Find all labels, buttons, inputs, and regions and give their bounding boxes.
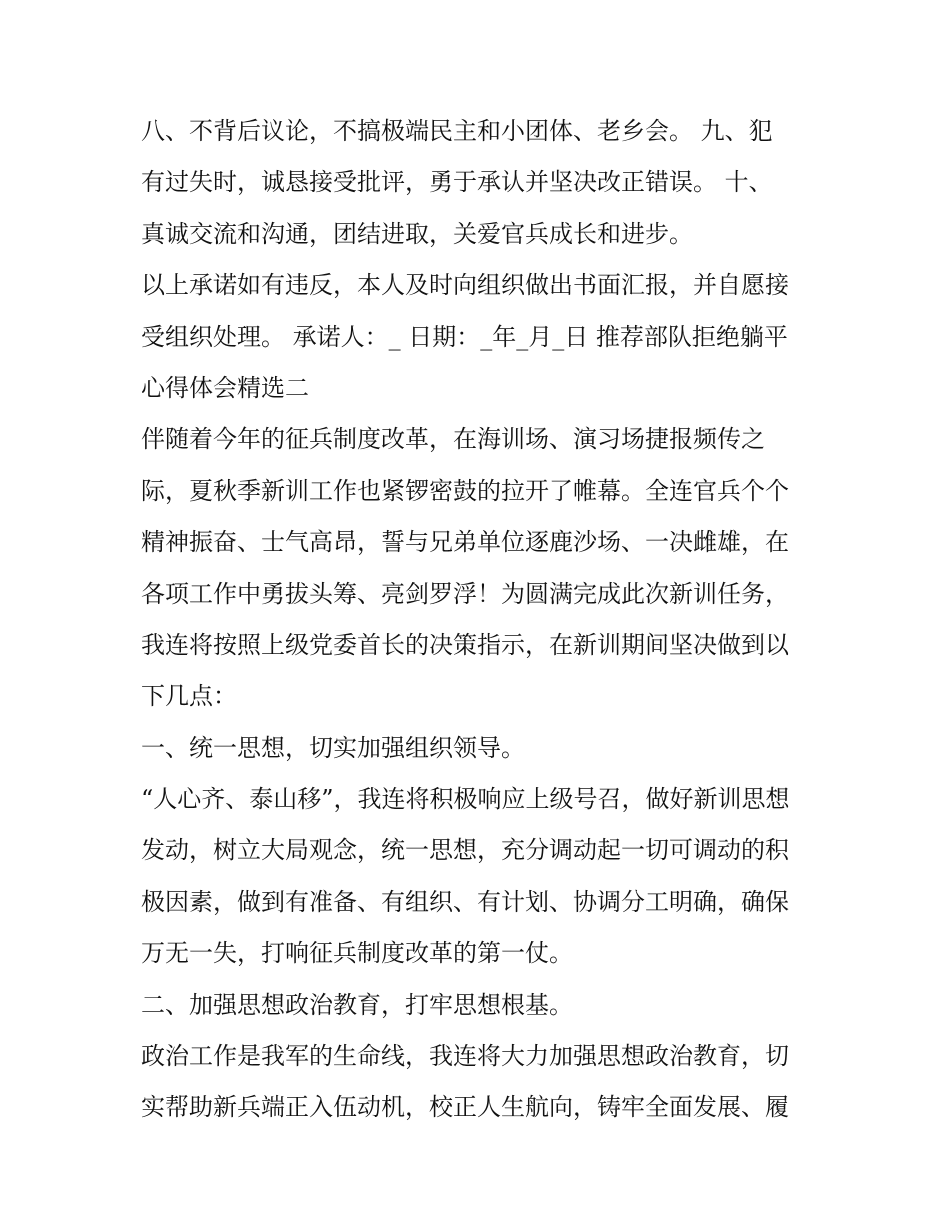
item-heading: 二、加强思想政治教育，打牢思想根基。 bbox=[141, 990, 573, 1019]
text-line: 有过失时，诚恳接受批评，勇于承认并坚决改正错误。 十、 bbox=[141, 168, 773, 197]
text-line: 伴随着今年的征兵制度改革，在海训场、演习场捷报频传之 bbox=[141, 425, 765, 454]
text-line: 万无一失，打响征兵制度改革的第一仗。 bbox=[141, 939, 573, 968]
item-heading: 一、统一思想，切实加强组织领导。 bbox=[141, 733, 525, 762]
text-line: 我连将按照上级党委首长的决策指示，在新训期间坚决做到以 bbox=[141, 630, 789, 659]
text-line: 真诚交流和沟通，团结进取，关爱官兵成长和进步。 bbox=[141, 219, 693, 248]
text-line: 受组织处理。 承诺人：_ 日期：_年_月_日 推荐部队拒绝躺平 bbox=[141, 322, 788, 351]
text-line: 政治工作是我军的生命线，我连将大力加强思想政治教育，切 bbox=[141, 1042, 789, 1071]
text-line: 精神振奋、士气高昂，誓与兄弟单位逐鹿沙场、一决雌雄，在 bbox=[141, 528, 789, 557]
text-line: 发动，树立大局观念，统一思想，充分调动起一切可调动的积 bbox=[141, 836, 789, 865]
text-line: 际，夏秋季新训工作也紧锣密鼓的拉开了帷幕。全连官兵个个 bbox=[141, 476, 789, 505]
document-page bbox=[141, 106, 821, 1134]
text-line: 各项工作中勇拔头筹、亮剑罗浮！为圆满完成此次新训任务， bbox=[141, 579, 789, 608]
text-line: 八、不背后议论，不搞极端民主和小团体、老乡会。 九、犯 bbox=[141, 117, 773, 145]
text-line: 以上承诺如有违反，本人及时向组织做出书面汇报，并自愿接 bbox=[141, 271, 789, 300]
section-heading: 心得体会精选二 bbox=[141, 373, 309, 402]
text-line: 下几点： bbox=[141, 682, 237, 711]
text-line: “人心齐、泰山移”，我连将积极响应上级号召，做好新训思想 bbox=[141, 785, 790, 814]
text-line: 实帮助新兵端正入伍动机，校正人生航向，铸牢全面发展、履 bbox=[141, 1093, 789, 1122]
text-line: 极因素，做到有准备、有组织、有计划、协调分工明确，确保 bbox=[141, 887, 789, 916]
